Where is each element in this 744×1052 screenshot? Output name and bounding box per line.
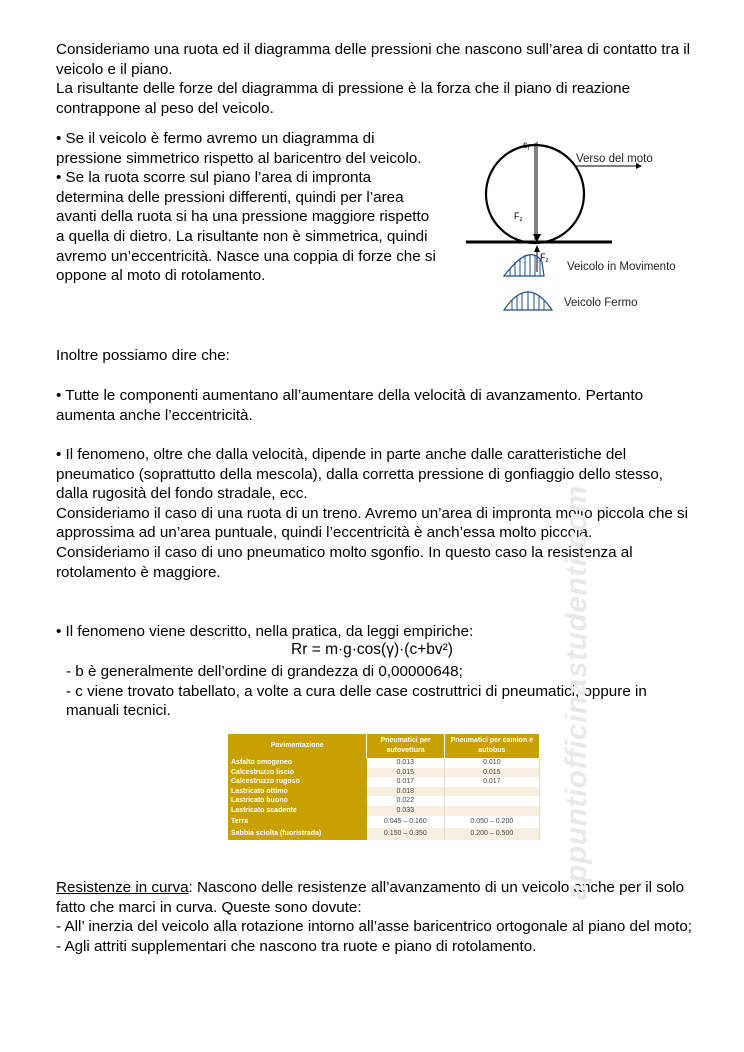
wheel-pressure-diagram	[460, 134, 700, 329]
moving-pressure-hatch	[510, 254, 540, 276]
table-cell: 0.015	[444, 768, 539, 778]
inoltre-line: Inoltre possiamo dire che:	[56, 347, 230, 364]
table-row	[228, 768, 540, 778]
intro-paragraph-2: La risultante delle forze del diagramma di pressione è la forza che il piano di reazione contrappone al peso del veicolo.	[56, 80, 631, 117]
table-cell: 0.045 – 0.160	[367, 816, 444, 828]
table-cell: 0.017	[444, 777, 539, 787]
reaction-arrow-head	[534, 245, 540, 252]
table-cell: 0.150 – 0.350	[367, 828, 444, 840]
deflated-paragraph: Consideriamo il caso di uno pneumatico molto sgonfio. In questo caso la resistenza al rotolamento è maggiore.	[56, 543, 633, 581]
curve-cause-1: - All’ inerzia del veicolo alla rotazione intorno all’asse baricentrico ortogonale al piano del moto;	[56, 918, 692, 936]
table-row	[228, 816, 540, 828]
table-cell: Lastricato scadente	[228, 806, 367, 816]
table-cell: 0.010	[444, 758, 539, 768]
wheel-diagram-svg	[460, 134, 700, 324]
table-row	[228, 787, 540, 797]
stationary-pressure-hatch	[512, 292, 544, 310]
epsilon-label: $\varepsilon_r$	[523, 140, 530, 152]
wheel-bullets	[56, 129, 436, 286]
train-paragraph: Consideriamo il caso di una ruota di un treno. Avremo un’area di impronta molto piccola che si approssima ad un’area puntuale, quindi l’eccentricità è anch’essa molto piccola.	[56, 504, 689, 542]
table-cell: 0.050 – 0.200	[444, 816, 539, 828]
direction-label: Verso del moto	[576, 153, 653, 165]
table-cell: Lastricato ottimo	[228, 787, 367, 797]
table-row	[228, 828, 540, 840]
table-cell: Calcestruzzo rugoso	[228, 777, 367, 787]
bullet-rolling: • Se la ruota scorre sul piano l’area di impronta determina delle pressioni differenti, quindi per l’area avanti della ruota si ha una pressione maggiore rispetto a quella di dietro. La risultante non è simmetrica, quindi avremo un’eccentricità. Nasce una coppia di forze che si oppone al moto di rotolamento.	[56, 169, 436, 285]
table-cell: Calcestruzzo liscio	[228, 768, 367, 778]
bullet-empirical: • Il fenomeno viene descritto, nella pratica, da leggi empiriche:	[56, 623, 474, 640]
intro-block	[56, 40, 696, 118]
intro-paragraph-1: Consideriamo una ruota ed il diagramma delle pressioni che nascono sull’area di contatto tra il veicolo e il piano.	[56, 41, 691, 78]
table-cell: 0.013	[367, 758, 444, 768]
table-cell: 0.033	[367, 806, 444, 816]
rolling-resistance-formula: Rr = m·g·cos(γ)·(c+bv²)	[291, 641, 453, 658]
table-row	[228, 806, 540, 816]
table-cell: 0.022	[367, 796, 444, 806]
table-cell: Terra	[228, 816, 367, 828]
curve-intro	[56, 878, 696, 917]
table-cell: 0.017	[367, 777, 444, 787]
table-cell: 0.200 – 0.500	[444, 828, 539, 840]
rolling-coefficient-table	[228, 734, 540, 840]
table-header: Pneumatici per camion e autobus	[444, 734, 539, 758]
table-row	[228, 796, 540, 806]
table-cell	[444, 787, 539, 797]
table-row	[228, 758, 540, 768]
moving-label: Veicolo in Movimento	[567, 261, 676, 273]
table-cell: Sabbia sciolta (fuoristrada)	[228, 828, 367, 840]
curve-title: Resistenze in curva	[56, 879, 189, 896]
fz-label: $F_z$	[514, 211, 523, 223]
table-cell: 0.015	[367, 768, 444, 778]
curve-resistance-block	[56, 878, 696, 956]
table-header-row	[228, 734, 540, 758]
table-cell: 0.018	[367, 787, 444, 797]
b-coefficient-line: - b è generalmente dell’ordine di grandezza di 0,00000648;	[66, 663, 463, 680]
c-coefficient-line: - c viene trovato tabellato, a volte a cura delle case costruttrici di pneumatici, oppure in manuali tecnici.	[66, 682, 647, 720]
table-header: Pneumatici per autovettura	[367, 734, 444, 758]
watermark: appuntiofficinastudenti.com	[560, 485, 593, 900]
table-header: Pavimentazione	[228, 734, 367, 758]
phenomenon-block	[56, 445, 696, 582]
curve-intro-text: : Nascono delle resistenze all’avanzamento di un veicolo anche per il solo fatto che marci in curva. Queste sono dovute:	[56, 879, 685, 916]
bullet-phenomenon: • Il fenomeno, oltre che dalla velocità, dipende in parte anche dalle caratteristiche del pneumatico (soprattutto della mescola), dalla corretta pressione di gonfiaggio dello stesso, dalla rugosità del fondo stradale, ecc.	[56, 446, 663, 503]
bullet-stationary: • Se il veicolo è fermo avremo un diagramma di pressione simmetrico rispetto al baricentro del veicolo.	[56, 130, 422, 167]
bullet-speed: • Tutte le componenti aumentano all’aumentare della velocità di avanzamento. Pertanto aumenta anche l’eccentricità.	[56, 387, 644, 424]
curve-cause-2: - Agli attriti supplementari che nascono tra ruote e piano di rotolamento.	[56, 937, 537, 955]
table-cell: Lastricato buono	[228, 796, 367, 806]
table-cell	[444, 796, 539, 806]
table-cell	[444, 806, 539, 816]
stationary-label: Veicolo Fermo	[564, 297, 638, 309]
fz-reaction-label: $F_z$	[540, 252, 549, 264]
table-row	[228, 777, 540, 787]
table-cell: Asfalto omogeneo	[228, 758, 367, 768]
